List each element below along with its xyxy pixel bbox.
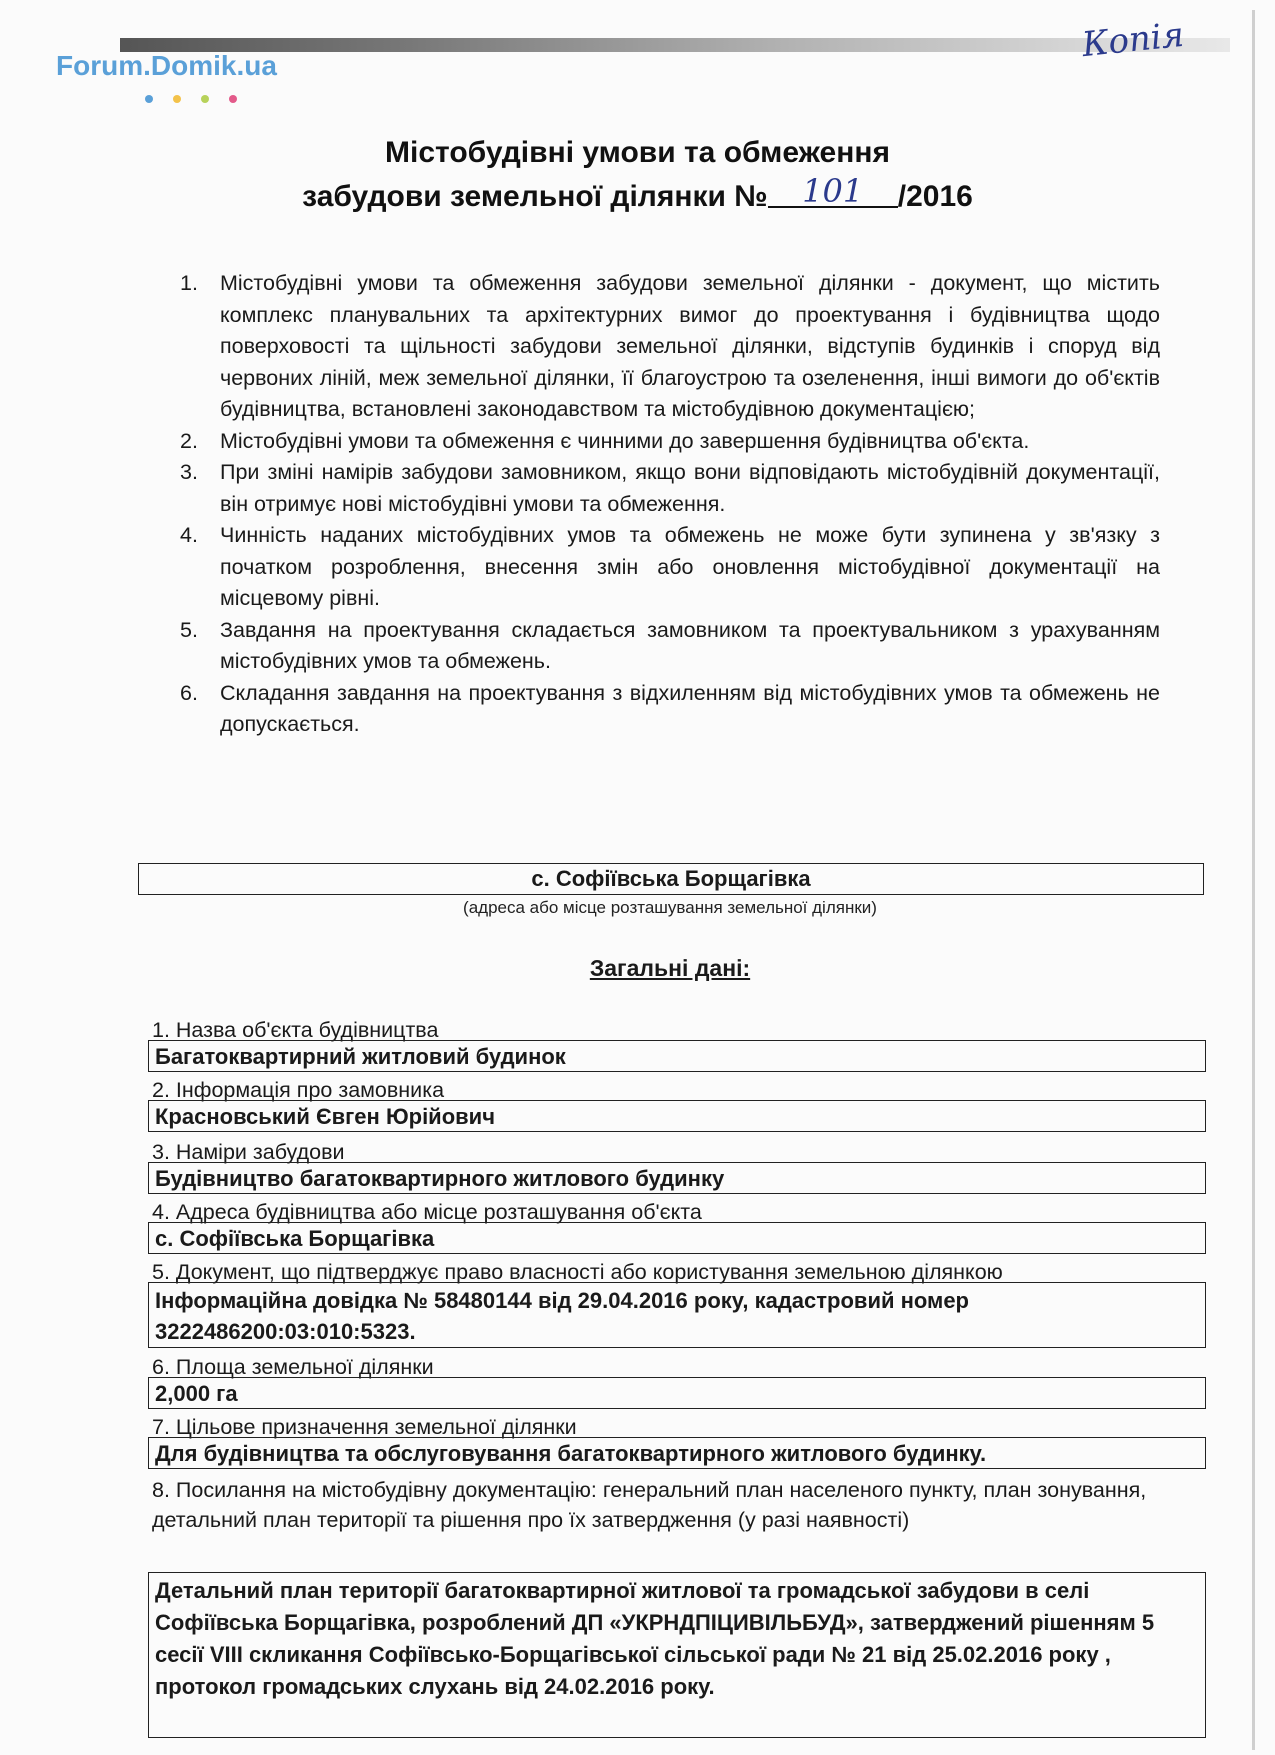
- list-item-number: 5.: [180, 617, 198, 642]
- page-edge: [1252, 10, 1255, 1750]
- list-item-number: 4.: [180, 523, 198, 547]
- list-item: [180, 426, 1160, 458]
- list-item-text: При зміні намірів забудови замовником, якщо вони відповідають містобудівній документації, він отримує нові містобудівні умови та обмеження.: [220, 460, 1160, 516]
- list-item-number: 1.: [180, 271, 198, 295]
- watermark-dot: [229, 95, 237, 103]
- field-label-customer: 2. Інформація про замовника: [152, 1078, 445, 1102]
- site-address-box: с. Софіївська Борщагівка: [138, 863, 1204, 895]
- document-title-line1: Містобудівні умови та обмеження: [385, 136, 890, 169]
- list-item-text: Містобудівні умови та обмеження є чинними до завершення будівництва об'єкта.: [220, 428, 1030, 453]
- list-item-number: 6.: [180, 680, 198, 705]
- list-item-text: Складання завдання на проектування з відхиленням від містобудівних умов та обмежень не допускається.: [220, 680, 1160, 736]
- field-value-purpose: Для будівництва та обслуговування багатоквартирного житлового будинку.: [148, 1437, 1206, 1469]
- list-item: [180, 268, 1160, 426]
- field-label-object-name: 1. Назва об'єкта будівництва: [152, 1018, 439, 1042]
- watermark-dot: [173, 95, 181, 103]
- watermark-dot: [201, 95, 209, 103]
- field-label-area: 6. Площа земельної ділянки: [152, 1355, 434, 1379]
- field-value-construction-address: с. Софіївська Борщагівка: [148, 1222, 1206, 1254]
- list-item: [180, 457, 1160, 520]
- field-value-customer: Красновський Євген Юрійович: [148, 1100, 1206, 1132]
- field-label-ownership-document: 5. Документ, що підтверджує право власності або користування земельною ділянкою: [152, 1260, 1003, 1284]
- list-item: [180, 520, 1160, 615]
- title-year: /2016: [897, 180, 973, 213]
- document-title-line2: [0, 172, 1275, 214]
- list-item-text: Чинність наданих містобудівних умов та обмежень не може бути зупинена у зв'язку з початком розроблення, внесення змін або оновлення містобудівної документації на місцевому рівні.: [220, 523, 1160, 610]
- scan-artifact-bar: [120, 38, 1230, 52]
- list-item-text: Завдання на проектування складається замовником та проектувальником з урахуванням містобудівних умов та обмежень.: [220, 617, 1160, 673]
- field-value-intentions: Будівництво багатоквартирного житлового будинку: [148, 1162, 1206, 1194]
- watermark-dots: [145, 90, 265, 100]
- field-value-area: 2,000 га: [148, 1377, 1206, 1409]
- watermark-logo: Forum.Domik.ua: [56, 50, 277, 81]
- list-item-text: Містобудівні умови та обмеження забудови земельної ділянки - документ, що містить комплекс планувальних та архітектурних вимог до проектування і будівництва щодо поверховості та щільності забудови земельної ділянки, відступів будинків і споруд від червоних ліній, меж земельної ділянки, її благоустрою та озеленення, інші вимоги до об'єктів будівництва, встановлені законодавством та містобудівною документацією;: [220, 271, 1160, 421]
- title-prefix: забудови земельної ділянки №: [302, 180, 768, 213]
- general-data-heading: [0, 955, 1275, 982]
- list-item: [180, 615, 1160, 678]
- site-address-caption: (адреса або місце розташування земельної ділянки): [463, 898, 877, 917]
- field-label-urban-docs: 8. Посилання на містобудівну документацію: генеральний план населеного пункту, план зонування, детальний план території та рішення про їх затвердження (у разі наявності): [152, 1478, 1147, 1532]
- field-label-purpose: 7. Цільове призначення земельної ділянки: [152, 1415, 577, 1439]
- handwritten-copy-mark: Копія: [1080, 14, 1186, 66]
- list-item-number: 2.: [180, 428, 198, 453]
- field-label-construction-address: 4. Адреса будівництва або місце розташування об'єкта: [152, 1200, 702, 1224]
- terms-list: [180, 268, 1160, 741]
- list-item-number: 3.: [180, 460, 198, 484]
- field-value-ownership-document: Інформаційна довідка № 58480144 від 29.04.2016 року, кадастровий номер 3222486200:03:010:5323.: [148, 1282, 1206, 1348]
- field-value-object-name: Багатоквартирний житловий будинок: [148, 1040, 1206, 1072]
- general-data-heading-text: Загальні дані:: [589, 955, 751, 981]
- handwritten-document-number: 101: [768, 176, 898, 208]
- list-item: [180, 678, 1160, 741]
- field-label-intentions: 3. Наміри забудови: [152, 1140, 345, 1164]
- watermark-dot: [145, 95, 153, 103]
- field-value-urban-docs: Детальний план території багатоквартирної житлової та громадської забудови в селі Софіївська Борщагівка, розроблений ДП «УКРНДПІЦИВІЛЬБУД», затверджений рішенням 5 сесії VIII скликання Софіївсько-Борщагівської сільської ради № 21 від 25.02.2016 року , протокол громадських слухань від 24.02.2016 року.: [148, 1572, 1206, 1738]
